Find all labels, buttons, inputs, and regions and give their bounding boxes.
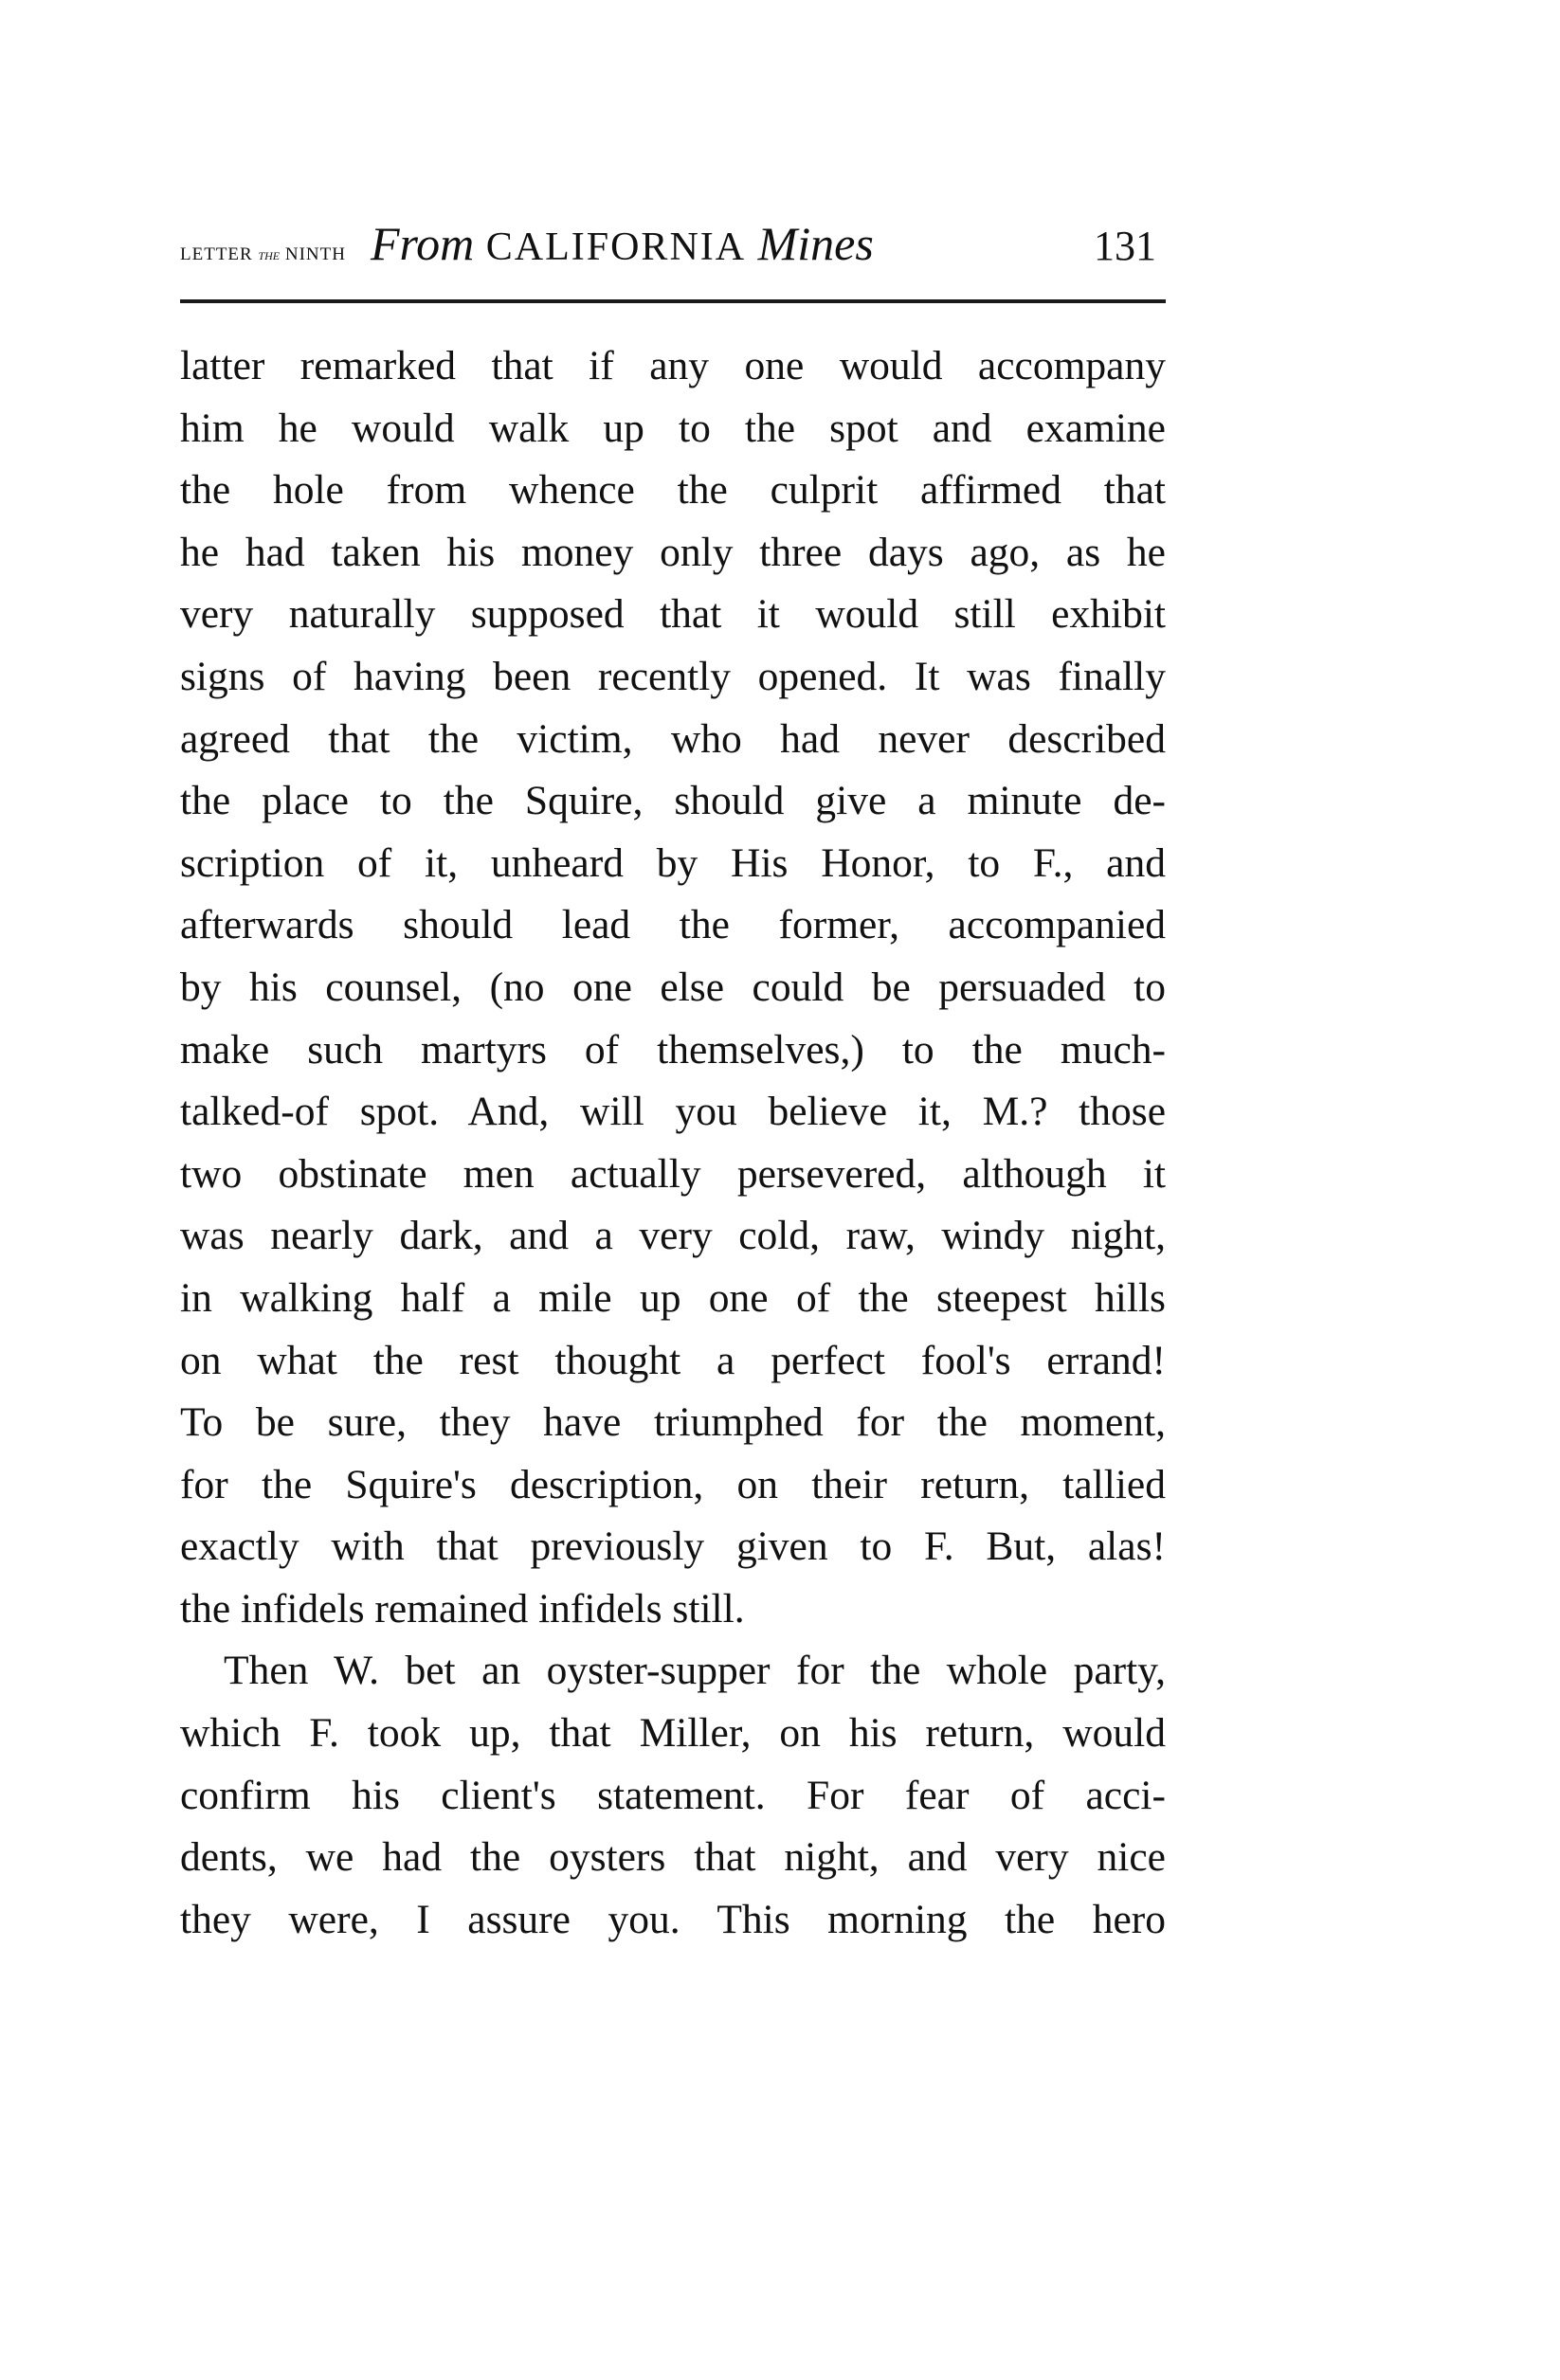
page-number: 131 <box>1094 223 1156 269</box>
chapter-label <box>180 244 346 265</box>
paragraph-end-line: the infidels remained infidels still. <box>180 1585 745 1632</box>
text-line: signs of having been recently opened. It was finally <box>180 653 1166 699</box>
text-line: talked-of spot. And, will you believe it, M.? those <box>180 1089 1166 1135</box>
text-line: him he would walk up to the spot and examine <box>180 405 1166 451</box>
text-line: exactly with that previously given to F. But, alas! <box>180 1524 1166 1570</box>
chapter-label-number: NINTH <box>284 244 346 264</box>
text-line: latter remarked that if any one would accompany <box>180 343 1166 388</box>
header-rule <box>180 299 1166 303</box>
text-line: he had taken his money only three days ago, as he <box>180 529 1166 575</box>
text-line: for the Squire's description, on their return, tallied <box>180 1461 1166 1507</box>
text-line: by his counsel, (no one else could be persuaded to <box>180 964 1166 1010</box>
text-line: make such martyrs of themselves,) to the much- <box>180 1026 1166 1073</box>
text-line: which F. took up, that Miller, on his return, would <box>180 1710 1166 1757</box>
book-title <box>371 216 874 271</box>
text-line: was nearly dark, and a very cold, raw, windy night, <box>180 1213 1166 1259</box>
book-title-mines: Mines <box>757 217 874 270</box>
text-line: the place to the Squire, should give a minute de- <box>180 778 1166 824</box>
text-line: in walking half a mile up one of the steepest hills <box>180 1274 1166 1321</box>
chapter-label-letter: LETTER <box>180 244 253 264</box>
text-line: they were, I assure you. This morning the hero <box>180 1896 1166 1942</box>
chapter-label-the: the <box>258 245 281 263</box>
text-line: on what the rest thought a perfect fool's errand! <box>180 1337 1166 1383</box>
text-line: confirm his client's statement. For fear of acci- <box>180 1772 1166 1818</box>
running-head <box>180 216 1166 282</box>
text-line: two obstinate men actually persevered, although it <box>180 1150 1166 1197</box>
text-line: the hole from whence the culprit affirmed that <box>180 467 1166 514</box>
text-line: afterwards should lead the former, accompanied <box>180 902 1166 948</box>
body-text <box>180 335 1166 1951</box>
text-line: To be sure, they have triumphed for the moment, <box>180 1399 1166 1446</box>
book-title-california: CALIFORNIA <box>485 225 747 269</box>
text-line: very naturally supposed that it would still exhibit <box>180 591 1166 638</box>
text-line: dents, we had the oysters that night, and very nice <box>180 1834 1166 1881</box>
book-title-from: From <box>370 217 475 270</box>
text-line: agreed that the victim, who had never described <box>180 715 1166 762</box>
paragraph-start-line: Then W. bet an oyster-supper for the whole party, <box>224 1648 1166 1694</box>
text-line: scription of it, unheard by His Honor, to F., and <box>180 839 1166 886</box>
